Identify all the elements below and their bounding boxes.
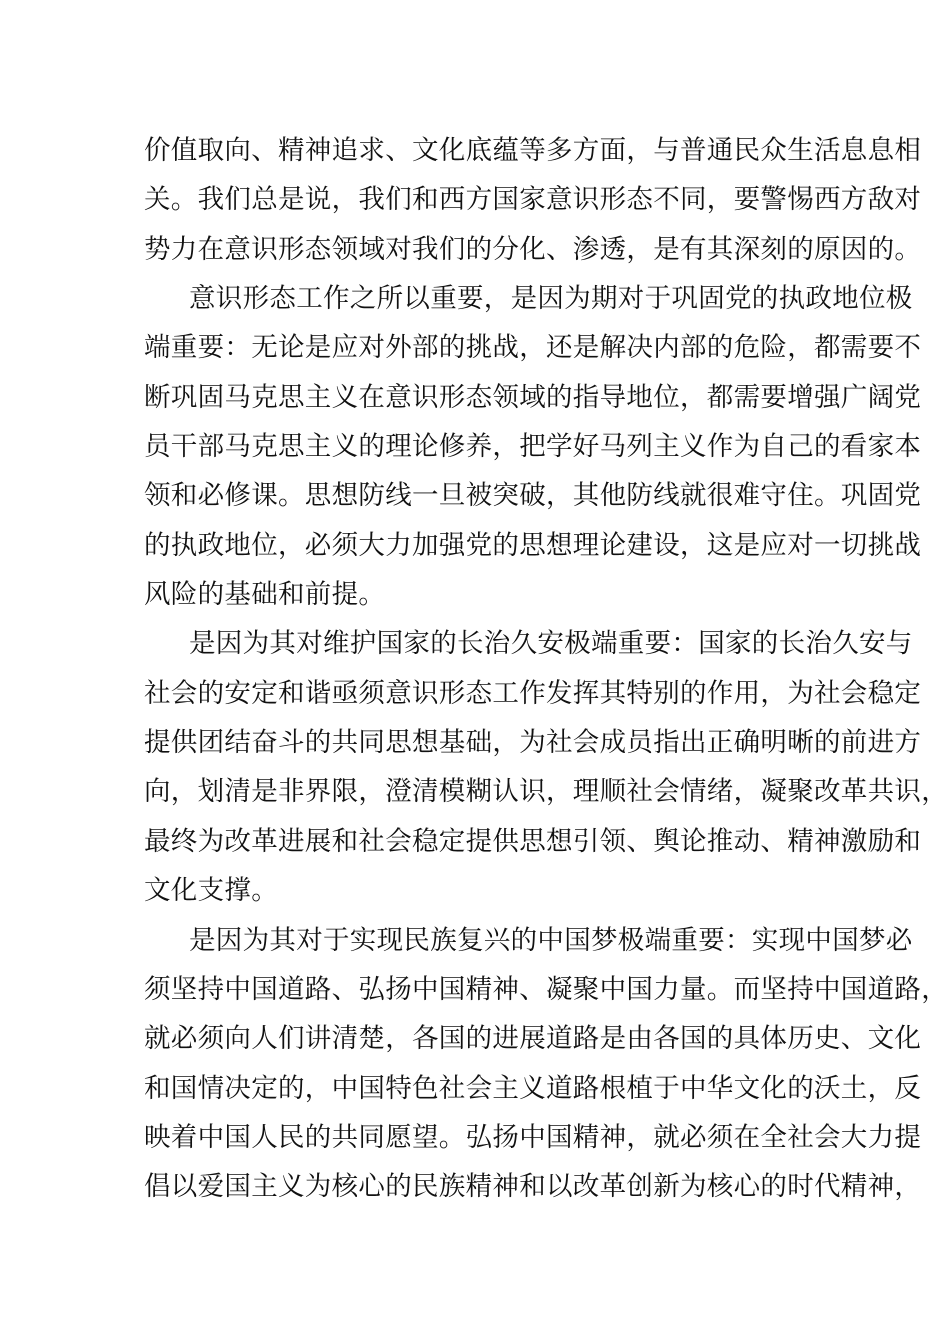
text-line: 意识形态工作之所以重要，是因为期对于巩固党的执政地位极: [189, 283, 913, 315]
text-line: 员干部马克思主义的理论修养，把学好马列主义作为自己的看家本: [144, 431, 922, 463]
text-line: 是因为其对于实现民族复兴的中国梦极端重要：实现中国梦必: [189, 924, 913, 956]
text-line: 提供团结奋斗的共同思想基础，为社会成员指出正确明晰的前进方: [144, 727, 922, 759]
paragraph-3: [144, 619, 948, 915]
text-line: 和国情决定的，中国特色社会主义道路根植于中华文化的沃土，反: [144, 1072, 922, 1104]
text-line: 倡以爱国主义为核心的民族精神和以改革创新为核心的时代精神，: [144, 1171, 922, 1203]
text-line: 社会的安定和谐亟须意识形态工作发挥其特别的作用，为社会稳定: [144, 677, 922, 709]
text-line: 关。我们总是说，我们和西方国家意识形态不同，要警惕西方敌对: [144, 184, 922, 216]
text-line: 价值取向、精神追求、文化底蕴等多方面，与普通民众生活息息相: [144, 135, 922, 166]
body-text: [144, 126, 948, 1212]
text-line: 的执政地位，必须大力加强党的思想理论建设，这是应对一切挑战: [144, 529, 922, 561]
text-line: 领和必修课。思想防线一旦被突破，其他防线就很难守住。巩固党: [144, 480, 922, 512]
text-line: 须坚持中国道路、弘扬中国精神、凝聚中国力量。而坚持中国道路，: [144, 973, 948, 1005]
text-line: 映着中国人民的共同愿望。弘扬中国精神，就必须在全社会大力提: [144, 1121, 922, 1153]
text-line: 就必须向人们讲清楚，各国的进展道路是由各国的具体历史、文化: [144, 1023, 922, 1055]
text-line: 端重要：无论是应对外部的挑战，还是解决内部的危险，都需要不: [144, 332, 922, 364]
paragraph-4: [144, 916, 948, 1212]
text-line: 是因为其对维护国家的长治久安极端重要：国家的长治久安与: [189, 628, 913, 660]
text-line: 文化支撑。: [144, 875, 278, 907]
paragraph-2: [144, 274, 922, 619]
text-line: 势力在意识形态领域对我们的分化、渗透，是有其深刻的原因的。: [144, 233, 922, 265]
text-line: 断巩固马克思主义在意识形态领域的指导地位，都需要增强广阔党: [144, 381, 922, 413]
paragraph-1: [144, 126, 922, 274]
text-line: 向，划清是非界限，澄清模糊认识，理顺社会情绪，凝聚改革共识，: [144, 776, 948, 808]
text-line: 最终为改革进展和社会稳定提供思想引领、舆论推动、精神激励和: [144, 825, 922, 857]
text-line: 风险的基础和前提。: [144, 579, 386, 611]
